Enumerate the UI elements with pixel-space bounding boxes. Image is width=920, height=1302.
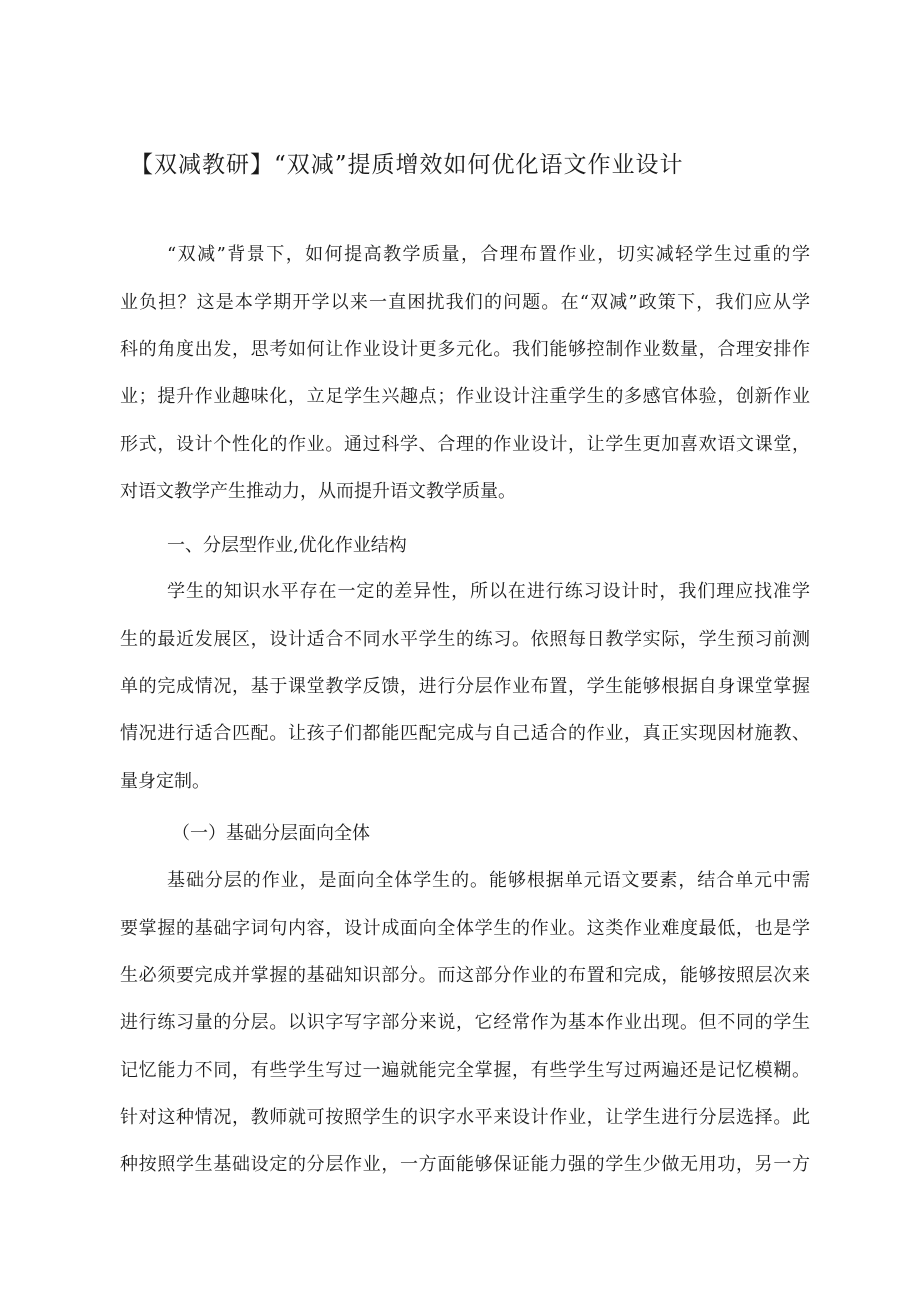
section-heading: 一、分层型作业,优化作业结构: [167, 535, 407, 556]
paragraph-line: 形式，设计个性化的作业。通过科学、合理的作业设计，让学生更加喜欢语文课堂，: [120, 434, 810, 455]
paragraph-line: 针对这种情况，教师就可按照学生的识字水平来设计作业，让学生进行分层选择。此: [120, 1107, 810, 1128]
paragraph-line: 学生的知识水平存在一定的差异性，所以在进行练习设计时，我们理应找准学: [167, 581, 810, 602]
paragraph-line: 业；提升作业趣味化，立足学生兴趣点；作业设计注重学生的多感官体验，创新作业: [120, 386, 810, 407]
paragraph-line: 量身定制。: [120, 771, 210, 792]
paragraph-line: 记忆能力不同，有些学生写过一遍就能完全掌握，有些学生写过两遍还是记忆模糊。: [120, 1060, 810, 1081]
paragraph-line: 生的最近发展区，设计适合不同水平学生的练习。依照每日教学实际，学生预习前测: [120, 629, 810, 650]
paragraph-line: 基础分层的作业，是面向全体学生的。能够根据单元语文要素，结合单元中需: [167, 870, 810, 891]
paragraph-line: 进行练习量的分层。以识字写字部分来说，它经常作为基本作业出现。但不同的学生: [120, 1012, 810, 1033]
paragraph-line: “双减”背景下，如何提高教学质量，合理布置作业，切实减轻学生过重的学: [167, 244, 810, 265]
paragraph-line: 情况进行适合匹配。让孩子们都能匹配完成与自己适合的作业，真正实现因材施教、: [120, 723, 810, 744]
paragraph-line: 要掌握的基础字词句内容，设计成面向全体学生的作业。这类作业难度最低，也是学: [120, 918, 810, 939]
paragraph-line: 种按照学生基础设定的分层作业，一方面能够保证能力强的学生少做无用功，另一方: [120, 1154, 810, 1175]
document-title: 【双减教研】“双减”提质增效如何优化语文作业设计: [130, 152, 684, 178]
paragraph-line: 科的角度出发，思考如何让作业设计更多元化。我们能够控制作业数量，合理安排作: [120, 339, 810, 360]
subsection-heading: （一）基础分层面向全体: [172, 823, 370, 844]
paragraph-line: 生必须要完成并掌握的基础知识部分。而这部分作业的布置和完成，能够按照层次来: [120, 965, 810, 986]
paragraph-line: 单的完成情况，基于课堂教学反馈，进行分层作业布置，学生能够根据自身课堂掌握: [120, 676, 810, 697]
paragraph-line: 对语文教学产生推动力，从而提升语文教学质量。: [120, 481, 516, 502]
paragraph-line: 业负担？这是本学期开学以来一直困扰我们的问题。在“双减”政策下，我们应从学: [120, 292, 810, 313]
